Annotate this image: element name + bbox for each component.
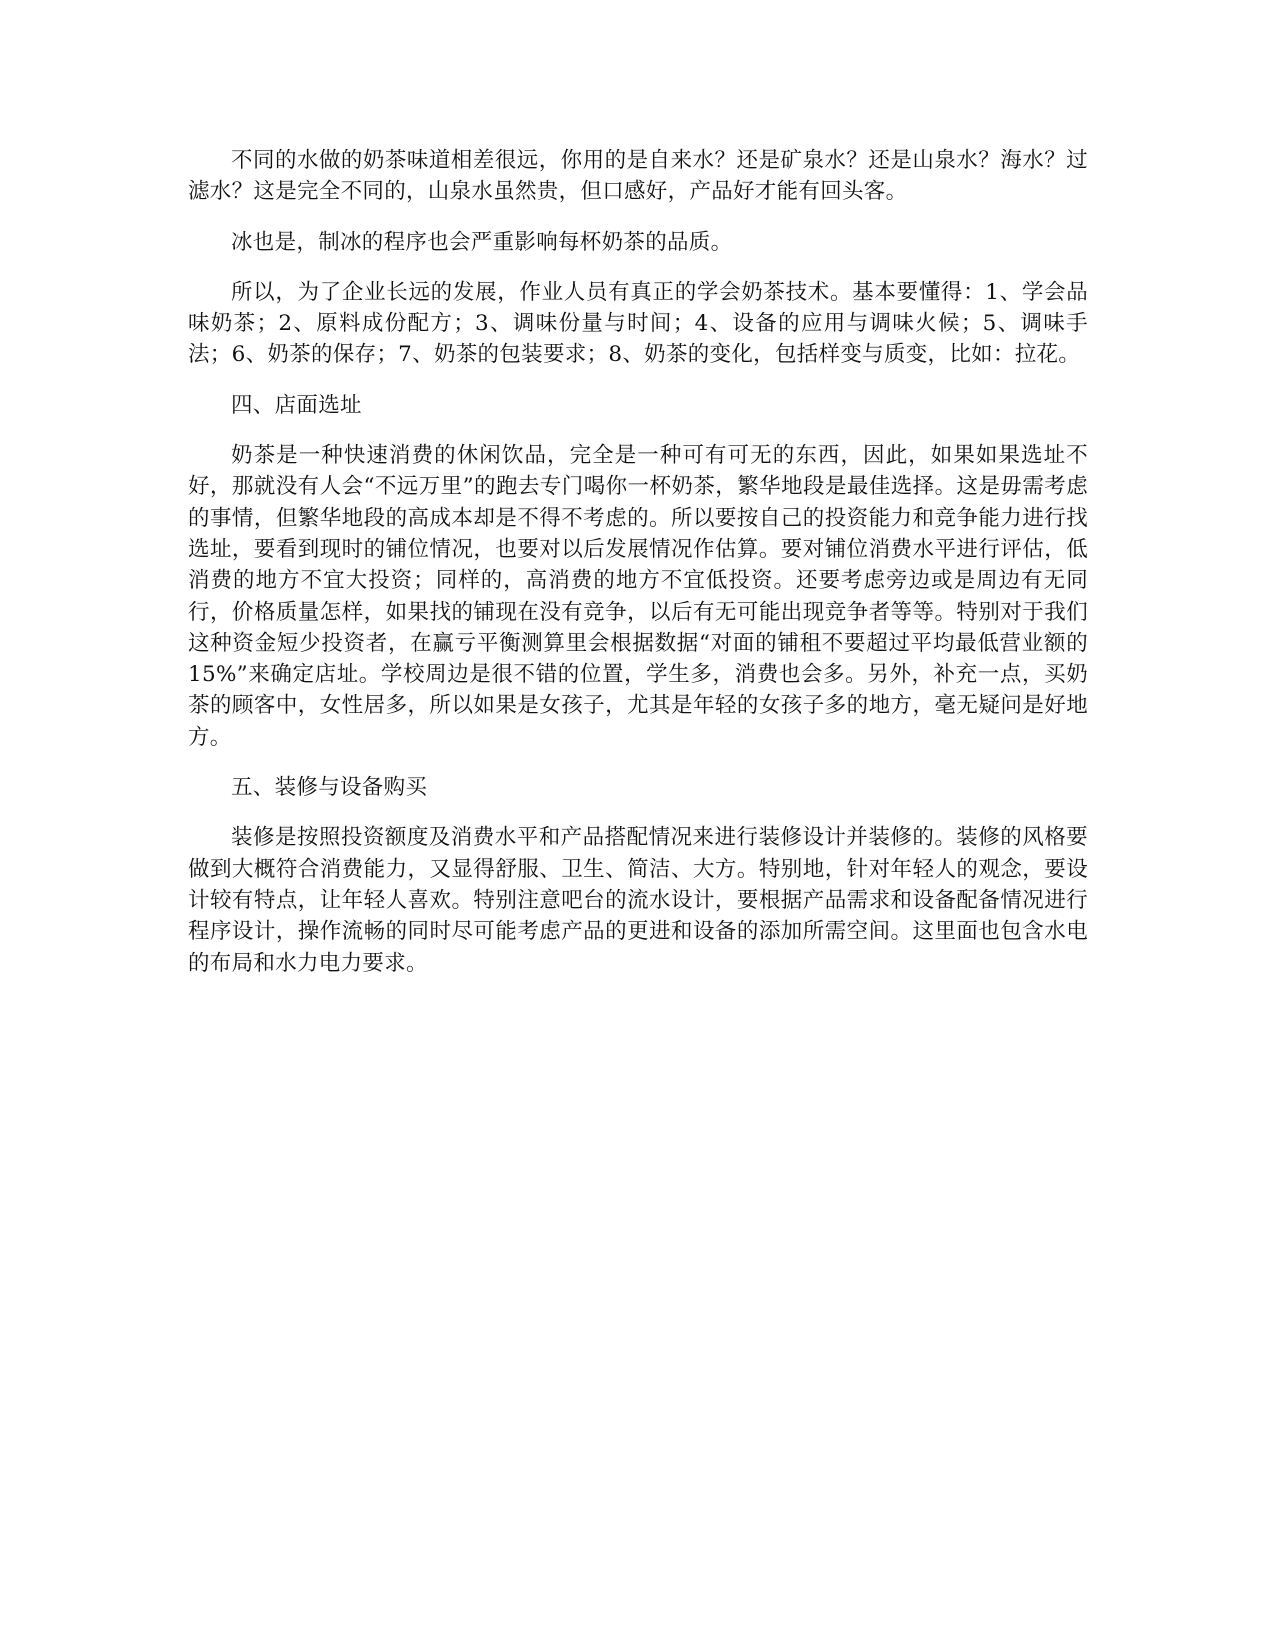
section-heading-site-selection: 四、店面选址 (231, 392, 362, 418)
paragraph-site-selection: 奶茶是一种快速消费的休闲饮品，完全是一种可有可无的东西，因此，如果如果选址不好，那就没有人会“不远万里”的跑去专门喝你一杯奶茶，繁华地段是最佳选择。这是毋需考虑的事情，但繁华地段的高成本却是不得不考虑的。所以要按自己的投资能力和竞争能力进行找选址，要看到现时的铺位情况，也要对以后发展情况作估算。要对铺位消费水平进行评估，低消费的地方不宜大投资；同样的，高消费的地方不宜低投资。还要考虑旁边或是周边有无同行，价格质量怎样，如果找的铺现在没有竞争，以后有无可能出现竞争者等等。特别对于我们这种资金短少投资者，在赢亏平衡测算里会根据数据“对面的铺租不要超过平均最低营业额的15%”来确定店址。学校周边是很不错的位置，学生多，消费也会多。另外，补充一点，买奶茶的顾客中，女性居多，所以如果是女孩子，尤其是年轻的女孩子多的地方，毫无疑问是好地方。 (188, 443, 1088, 750)
section-heading-renovation: 五、装修与设备购买 (231, 775, 428, 801)
paragraph-renovation: 装修是按照投资额度及消费水平和产品搭配情况来进行装修设计并装修的。装修的风格要做到大概符合消费能力，又显得舒服、卫生、简洁、大方。特别地，针对年轻人的观念，要设计较有特点，让年轻人喜欢。特别注意吧台的流水设计，要根据产品需求和设备配备情况进行程序设计，操作流畅的同时尽可能考虑产品的更进和设备的添加所需空间。这里面也包含水电的布局和水力电力要求。 (188, 825, 1088, 976)
paragraph-skills: 所以，为了企业长远的发展，作业人员有真正的学会奶茶技术。基本要懂得：1、学会品味奶茶；2、原料成份配方；3、调味份量与时间；4、设备的应用与调味火候；5、调味手法；6、奶茶的保存；7、奶茶的包装要求；8、奶茶的变化，包括样变与质变，比如：拉花。 (188, 279, 1088, 368)
paragraph-ice: 冰也是，制冰的程序也会严重影响每杯奶茶的品质。 (231, 229, 733, 255)
paragraph-water-quality: 不同的水做的奶茶味道相差很远，你用的是自来水？还是矿泉水？还是山泉水？海水？过滤水？这是完全不同的，山泉水虽然贵，但口感好，产品好才能有回头客。 (188, 148, 1088, 205)
document-body (188, 145, 1088, 998)
